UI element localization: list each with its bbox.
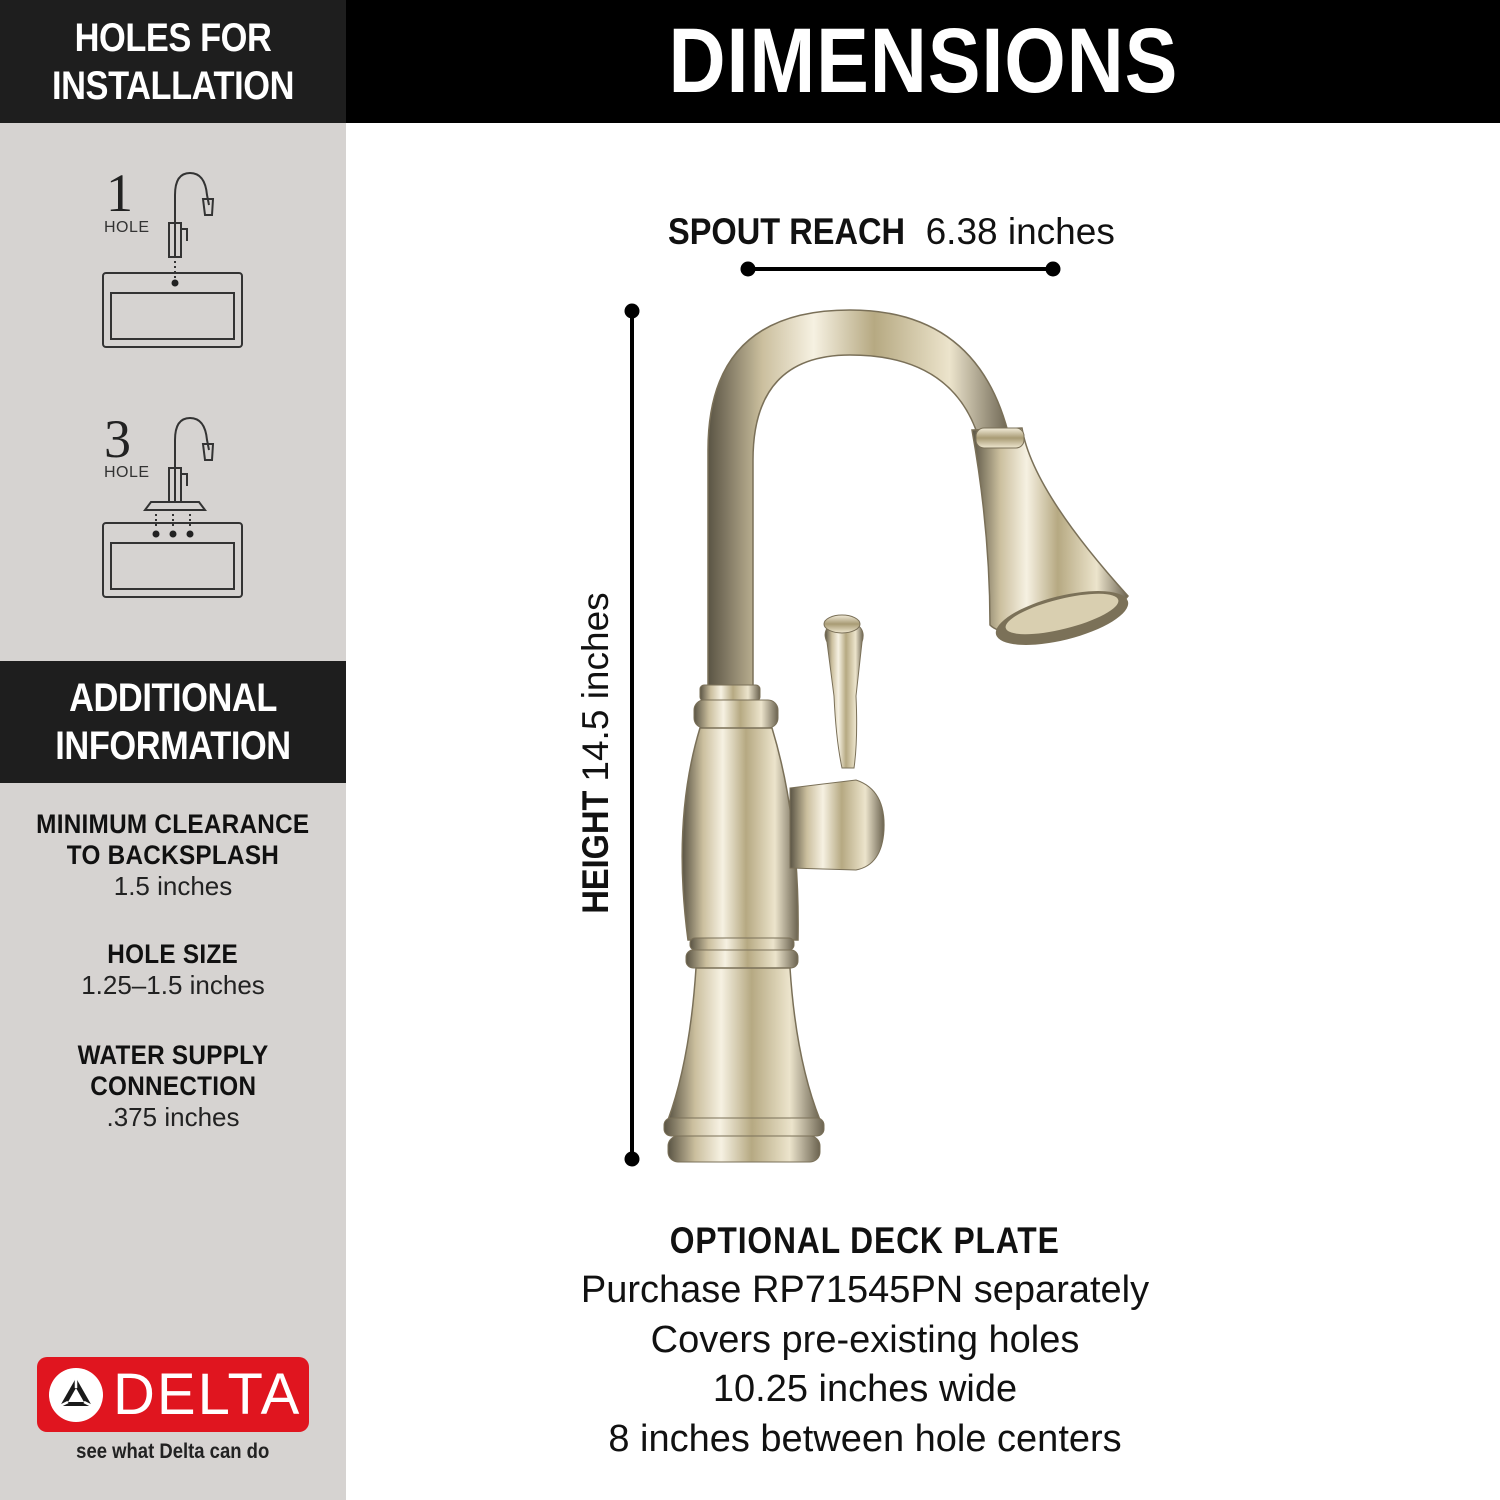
deck-plate-line: 8 inches between hole centers (608, 1417, 1122, 1460)
delta-logo: DELTA (37, 1357, 309, 1432)
deck-plate-details (500, 1266, 1230, 1464)
info-heading: ADDITIONAL INFORMATION (0, 661, 346, 783)
sidebar (0, 0, 346, 1500)
hole-label-3: HOLE (104, 464, 150, 481)
info-item-water-supply: WATER SUPPLY CONNECTION .375 inches (77, 1040, 269, 1132)
deck-plate-line: 10.25 inches wide (712, 1368, 1018, 1410)
deck-plate-title: OPTIONAL DECK PLATE (670, 1220, 1060, 1261)
page-title: DIMENSIONS (668, 10, 1178, 112)
spout-reach-dimension-line (735, 255, 1065, 283)
hole-count-1: 1 (106, 163, 133, 223)
hole-label-1: HOLE (104, 219, 150, 236)
brand-tagline: see what Delta can do (76, 1440, 270, 1463)
holes-heading: HOLES FOR INSTALLATION (0, 0, 346, 123)
hole-count-3: 3 (104, 409, 131, 469)
delta-triangle-icon (47, 1366, 105, 1424)
height-label: HEIGHT 14.5 inches (575, 592, 616, 914)
deck-plate-line: Covers pre-existing holes (650, 1318, 1080, 1361)
one-hole-sink-icon (95, 165, 255, 355)
faucet-image (650, 300, 1150, 1180)
three-hole-sink-icon (95, 410, 255, 605)
spout-reach-label: SPOUT REACH 6.38 inches (668, 211, 1115, 252)
page-title-bar (346, 0, 1500, 123)
info-item-hole-size: HOLE SIZE 1.25–1.5 inches (81, 939, 265, 1000)
deck-plate-line: Purchase RP71545PN separately (580, 1269, 1150, 1311)
height-dimension-line (618, 298, 646, 1173)
info-item-clearance: MINIMUM CLEARANCE TO BACKSPLASH 1.5 inches (36, 809, 310, 901)
